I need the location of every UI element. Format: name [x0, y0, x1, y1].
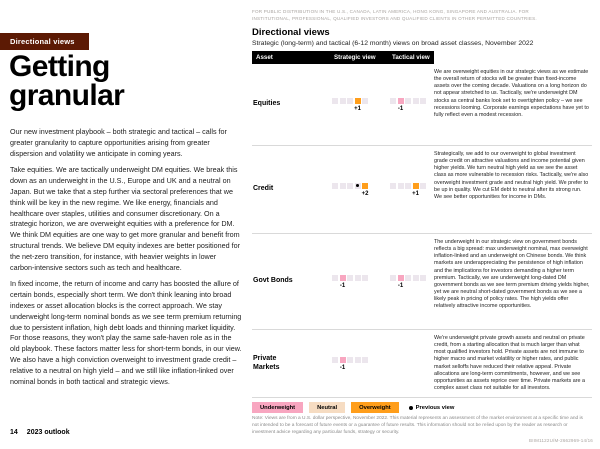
footer-label: 2023 outlook	[26, 429, 70, 436]
view-square	[332, 357, 338, 363]
asset-label: Equities	[253, 100, 281, 108]
footnote: Note: Views are from a U.S. dollar perspective, November 2022. This material represents an assessment of the market environment at a specific time and is not intended to be a forecast of future events or a guarantee of future results. This information should not be relied upon by the reader as research or investment advice regarding any particular funds, strategy or security.	[252, 416, 583, 435]
view-square	[355, 357, 361, 363]
view-square	[405, 183, 411, 189]
distribution-notice: FOR PUBLIC DISTRIBUTION IN THE U.S., CANADA, LATIN AMERICA, HONG KONG, SINGAPORE AND AUSTRALIA. FOR INSTITUTIONAL, PROFESSIONAL, QUALIFIED INVESTORS AND QUALIFIED CLIENTS IN OTHER PERMITTED COUNTRIES.	[252, 9, 537, 22]
view-square	[355, 183, 361, 189]
view-square	[347, 98, 353, 104]
view-square	[405, 275, 411, 281]
row-description: We are overweight equities in our strategic views as we estimate the overall return of stocks will be greater than fixed-income assets over the coming decade. Valuations on a long horizon do not appear stretched to us. Tactically, we're underweight DM stocks as central banks look set to overtighten policy – we see recessions looming. Corporate earnings expectations have yet to fully reflect even a modest recession.	[434, 69, 589, 118]
active-view-square	[355, 98, 361, 104]
column-header-strategic: Strategic view	[332, 51, 390, 64]
view-square	[340, 98, 346, 104]
view-score: +1	[354, 105, 361, 112]
view-score: -1	[339, 364, 346, 371]
table-subtitle: Strategic (long-term) and tactical (6-12 month) views on broad asset classes, November 2022	[252, 40, 534, 47]
asset-label: Govt Bonds	[253, 277, 293, 285]
view-score: -1	[397, 105, 404, 112]
view-scale	[390, 183, 426, 189]
tactical-view-indicator	[390, 183, 426, 197]
column-header-description	[434, 51, 592, 64]
tactical-view-indicator	[390, 275, 426, 289]
view-score: +2	[361, 190, 369, 197]
legend-chip-neutral: Neutral	[309, 402, 345, 413]
view-square	[355, 275, 361, 281]
column-header-asset: Asset	[252, 51, 332, 64]
view-square	[332, 98, 338, 104]
legend-chip-underweight: Underweight	[252, 402, 303, 413]
view-square	[413, 275, 419, 281]
active-view-square	[340, 357, 346, 363]
view-square	[413, 98, 419, 104]
tactical-view-indicator	[390, 98, 426, 112]
active-view-square	[362, 183, 368, 189]
view-square	[420, 98, 426, 104]
active-view-square	[413, 183, 419, 189]
asset-label: Credit	[253, 185, 274, 193]
view-square	[420, 275, 426, 281]
section-tab: Directional views	[0, 33, 89, 50]
row-description: We're underweight private growth assets and neutral on private credit, from a starting allocation that is much larger than what most qualified investors hold. Private assets are not immune to higher macro and market volatility or higher rates, and public market selloffs have reduced their relative appeal. Private allocations are long-term commitments, however, and we see opportunities as assets reprice over time. Private markets are a complex asset class not suitable for all investors.	[434, 335, 586, 391]
table-row-govt-bonds	[252, 234, 592, 330]
strategic-view-indicator	[332, 98, 368, 112]
legend-previous-label: Previous view	[415, 404, 455, 411]
column-header-tactical: Tactical view	[390, 51, 434, 64]
previous-view-dot	[356, 184, 359, 187]
active-view-square	[398, 98, 404, 104]
body-paragraph: Take equities. We are tactically underweight DM equities. We break this down as an underweight in the U.S., Europe and UK and a neutral on Japan. But we take that a step further via sectoral preferences that we think will be key in the new regime. We like energy, financials and healthcare over staples, utilities and consumer discretionary. On a strategic horizon, we are overweight equities with a preference for DM. We think DM equities are one way to get more granular and benefit from structural trends. We believe DM equity indexes are better positioned for the net-zero transition, for instance, with heavier weights in lower carbon-intensive sectors such as tech and healthcare.	[10, 165, 240, 272]
view-square	[362, 357, 368, 363]
directional-views-table	[252, 51, 592, 398]
active-view-square	[340, 275, 346, 281]
view-scale	[332, 357, 368, 363]
view-square	[332, 183, 338, 189]
strategic-view-indicator	[332, 357, 368, 371]
view-square	[398, 183, 404, 189]
table-row-credit	[252, 146, 592, 234]
view-scale	[390, 275, 426, 281]
view-square	[390, 98, 396, 104]
view-scale	[332, 98, 368, 104]
view-score: -1	[397, 282, 404, 289]
view-square	[347, 357, 353, 363]
view-square	[332, 275, 338, 281]
view-square	[362, 275, 368, 281]
body-paragraph: Our new investment playbook – both strategic and tactical – calls for greater granularity to capture opportunities arising from greater dispersion and volatility we anticipate in coming years.	[10, 127, 227, 158]
row-description: The underweight in our strategic view on government bonds reflects a big spread: max underweight nominal, max overweight inflation-linked and an underweight on Chinese bonds. We think markets are underappreciating the persistence of high inflation and the implications for investors demanding a higher term premium. Tactically, we are underweight long-dated DM government bonds as we see term premium driving yields higher, yet we are neutral short-dated government bonds as we see a likely peak in pricing of policy rates. The high yields offer relatively attractive income opportunities.	[434, 239, 590, 310]
view-square	[390, 275, 396, 281]
view-scale	[332, 275, 368, 281]
view-square	[390, 183, 396, 189]
document-code: BIIM1122U/M-2662969-14/16	[529, 438, 593, 443]
page-title: Getting granular	[9, 50, 125, 113]
page-number: 14	[10, 429, 18, 436]
table-title: Directional views	[252, 27, 330, 38]
left-body-copy	[10, 127, 242, 393]
view-scale	[332, 183, 371, 189]
view-scale	[390, 98, 426, 104]
legend-previous-view	[409, 405, 455, 411]
asset-label: Private Markets	[253, 354, 280, 371]
view-square	[405, 98, 411, 104]
view-square	[362, 98, 368, 104]
view-square	[340, 183, 346, 189]
view-square	[347, 275, 353, 281]
body-paragraph: In fixed income, the return of income and carry has boosted the allure of certain bonds, especially short term. We don't think leaning into broad indexes or asset allocation blocks is the correct approach. We stay underweight long-term nominal bonds as we see term premium returning due to persistent inflation, high debt loads and thinning market liquidity. For those reasons, they won't play the same safe-haven role as in the old playbook. These factors matter less for short-term bonds, in our view. We also have a high conviction overweight to investment grade credit – relative to a neutral on high yield – and we still like inflation-linked over nominal bonds in both tactical and strategic views.	[10, 279, 242, 386]
row-description: Strategically, we add to our overweight to global investment grade credit on attractive valuations and income potential given higher yields. We turn neutral high yield as we see the asset class as more vulnerable to recession risks. Tactically, we're also overweight investment grade and neutral high yield. We prefer to be up in quality. We cut EM debt to neutral after its strong run. We see better opportunities for income in DMs.	[434, 151, 589, 200]
strategic-view-indicator	[332, 275, 368, 289]
legend-chip-overweight: Overweight	[351, 402, 399, 413]
strategic-view-indicator	[332, 183, 371, 197]
view-score: -1	[339, 282, 346, 289]
view-legend	[252, 402, 454, 413]
page-footer	[10, 429, 70, 436]
table-row-private-markets	[252, 330, 592, 398]
table-header-row	[252, 51, 592, 64]
previous-view-dot-icon	[409, 406, 413, 410]
active-view-square	[398, 275, 404, 281]
view-score: +1	[412, 190, 419, 197]
view-square	[347, 183, 353, 189]
table-row-equities	[252, 64, 592, 146]
view-square	[420, 183, 426, 189]
